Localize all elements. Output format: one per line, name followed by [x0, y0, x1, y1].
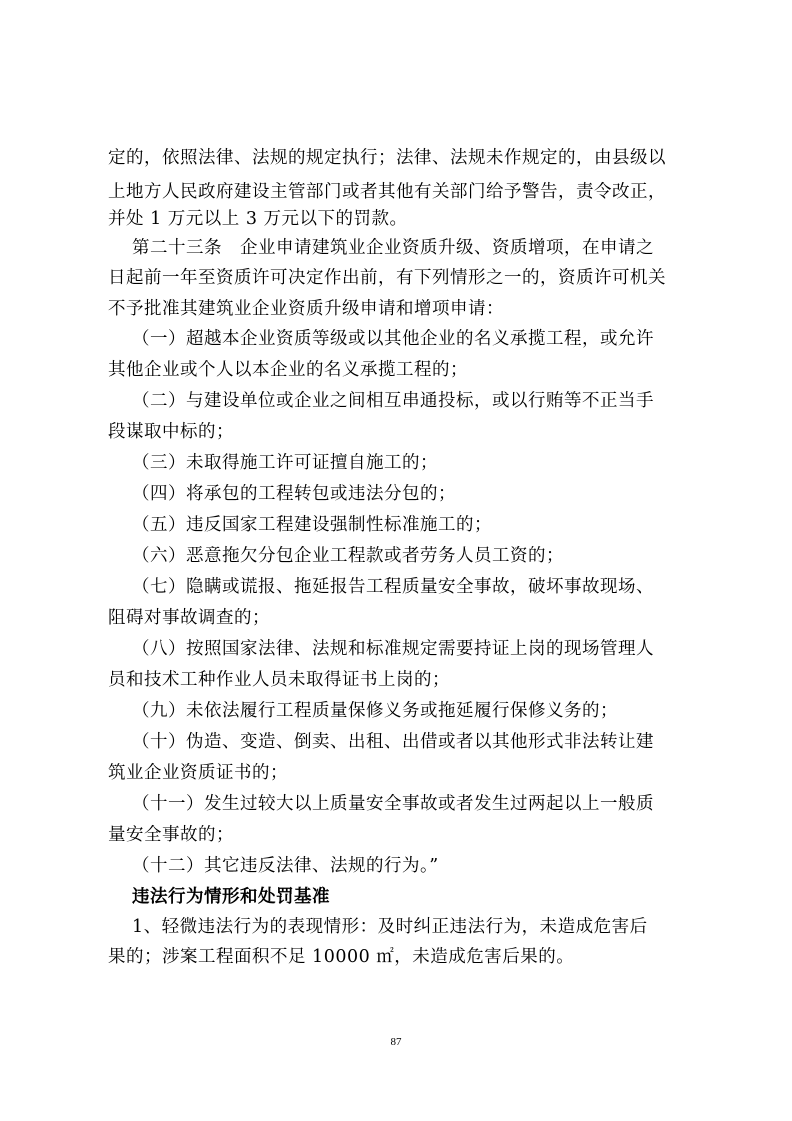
article-23-line-3: 不予批准其建筑业企业资质升级申请和增项申请： [108, 299, 504, 319]
item-10-line-1: （十）伪造、变造、倒卖、出租、出借或者以其他形式非法转让建 [132, 732, 654, 752]
article-23-line-1: 第二十三条 企业申请建筑业企业资质升级、资质增项，在申请之 [132, 238, 654, 258]
item-2-line-1: （二）与建设单位或企业之间相互串通投标，或以行贿等不正当手 [132, 391, 654, 411]
text-line-3: 并处 1 万元以上 3 万元以下的罚款。 [108, 209, 408, 229]
item-5: （五）违反国家工程建设强制性标准施工的； [132, 515, 492, 535]
minor-violation-line-2: 果的；涉案工程面积不足 10000 ㎡，未造成危害后果的。 [108, 947, 575, 967]
item-1-line-1: （一）超越本企业资质等级或以其他企业的名义承揽工程，或允许 [132, 329, 654, 349]
section-heading: 违法行为情形和处罚基准 [132, 887, 330, 907]
item-8-line-1: （八）按照国家法律、法规和标准规定需要持证上岗的现场管理人 [132, 639, 654, 659]
text-line-1: 定的，依照法律、法规的规定执行；法律、法规未作规定的，由县级以 [108, 148, 666, 168]
item-6: （六）恶意拖欠分包企业工程款或者劳务人员工资的； [132, 546, 564, 566]
page-number: 87 [390, 1036, 402, 1048]
item-10-line-2: 筑业企业资质证书的； [108, 763, 288, 783]
item-3: （三）未取得施工许可证擅自施工的； [132, 453, 438, 473]
article-23-line-2: 日起前一年至资质许可决定作出前，有下列情形之一的，资质许可机关 [108, 268, 666, 288]
item-4: （四）将承包的工程转包或违法分包的； [132, 484, 456, 504]
minor-violation-line-1: 1、轻微违法行为的表现情形：及时纠正违法行为，未造成危害后 [132, 917, 648, 937]
item-7-line-2: 阻碍对事故调查的； [108, 608, 270, 628]
item-9: （九）未依法履行工程质量保修义务或拖延履行保修义务的； [132, 701, 618, 721]
item-8-line-2: 员和技术工种作业人员未取得证书上岗的； [108, 670, 450, 690]
item-11-line-1: （十一）发生过较大以上质量安全事故或者发生过两起以上一般质 [132, 794, 654, 814]
item-2-line-2: 段谋取中标的； [108, 422, 234, 442]
item-7-line-1: （七）隐瞒或谎报、拖延报告工程质量安全事故，破坏事故现场、 [132, 577, 654, 597]
item-11-line-2: 量安全事故的； [108, 825, 234, 845]
item-12: （十二）其它违反法律、法规的行为。” [132, 856, 439, 876]
text-line-2: 上地方人民政府建设主管部门或者其他有关部门给予警告，责令改正， [108, 182, 666, 202]
item-1-line-2: 其他企业或个人以本企业的名义承揽工程的； [108, 360, 468, 380]
